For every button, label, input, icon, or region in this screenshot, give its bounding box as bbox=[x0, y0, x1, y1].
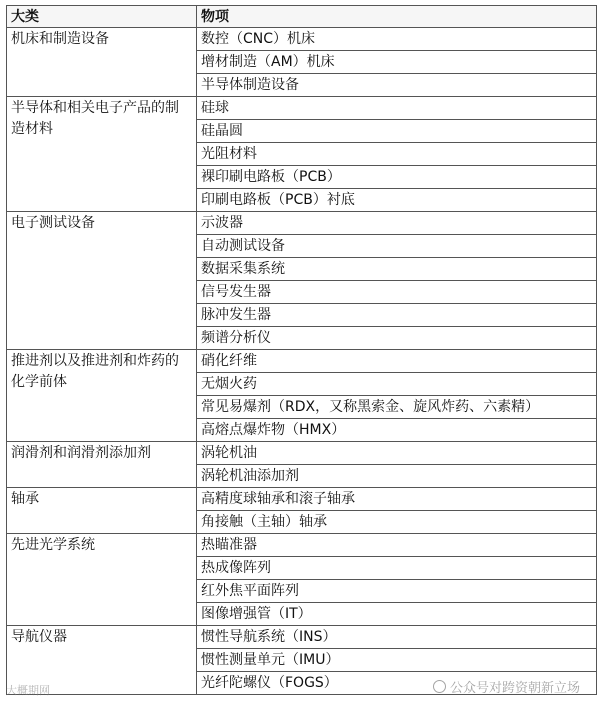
item-cell: 光纤陀螺仪（FOGS） bbox=[197, 672, 597, 695]
item-cell: 角接触（主轴）轴承 bbox=[197, 511, 597, 534]
item-cell: 信号发生器 bbox=[197, 281, 597, 304]
table-row bbox=[7, 442, 597, 465]
category-cell: 润滑剂和润滑剂添加剂 bbox=[7, 442, 197, 488]
item-cell: 高精度球轴承和滚子轴承 bbox=[197, 488, 597, 511]
wechat-icon bbox=[433, 680, 446, 693]
header-item: 物项 bbox=[197, 6, 597, 28]
table-row bbox=[7, 534, 597, 557]
item-cell: 涡轮机油 bbox=[197, 442, 597, 465]
header-category: 大类 bbox=[7, 6, 197, 28]
item-cell: 高熔点爆炸物（HMX） bbox=[197, 419, 597, 442]
item-cell: 示波器 bbox=[197, 212, 597, 235]
category-cell: 先进光学系统 bbox=[7, 534, 197, 626]
item-cell: 频谱分析仪 bbox=[197, 327, 597, 350]
watermark-left-text: 大概期网 bbox=[6, 684, 50, 697]
item-cell: 热成像阵列 bbox=[197, 557, 597, 580]
item-cell: 红外焦平面阵列 bbox=[197, 580, 597, 603]
item-cell: 惯性导航系统（INS） bbox=[197, 626, 597, 649]
table-row bbox=[7, 488, 597, 511]
category-cell: 导航仪器 bbox=[7, 626, 197, 695]
table-row bbox=[7, 28, 597, 51]
item-cell: 无烟火药 bbox=[197, 373, 597, 396]
category-cell: 推进剂以及推进剂和炸药的化学前体 bbox=[7, 350, 197, 442]
item-cell: 涡轮机油添加剂 bbox=[197, 465, 597, 488]
item-cell: 自动测试设备 bbox=[197, 235, 597, 258]
table-row bbox=[7, 212, 597, 235]
item-cell: 惯性测量单元（IMU） bbox=[197, 649, 597, 672]
category-cell: 轴承 bbox=[7, 488, 197, 534]
item-cell: 图像增强管（IT） bbox=[197, 603, 597, 626]
item-cell: 常见易爆剂（RDX，又称黑索金、旋风炸药、六素精） bbox=[197, 396, 597, 419]
watermark bbox=[433, 677, 580, 696]
item-cell: 光阻材料 bbox=[197, 143, 597, 166]
item-cell: 半导体制造设备 bbox=[197, 74, 597, 97]
item-cell: 硝化纤维 bbox=[197, 350, 597, 373]
items-table bbox=[6, 5, 597, 695]
table-row bbox=[7, 97, 597, 120]
header-row bbox=[7, 6, 597, 28]
table-row bbox=[7, 626, 597, 649]
item-cell: 数据采集系统 bbox=[197, 258, 597, 281]
item-cell: 热瞄准器 bbox=[197, 534, 597, 557]
watermark-left bbox=[6, 682, 50, 698]
watermark-text: 公众号对跨资朝新立场 bbox=[449, 681, 580, 696]
item-cell: 印刷电路板（PCB）衬底 bbox=[197, 189, 597, 212]
item-cell: 硅球 bbox=[197, 97, 597, 120]
item-cell: 增材制造（AM）机床 bbox=[197, 51, 597, 74]
item-cell: 硅晶圆 bbox=[197, 120, 597, 143]
table-row bbox=[7, 350, 597, 373]
table-body bbox=[7, 28, 597, 695]
category-cell: 电子测试设备 bbox=[7, 212, 197, 350]
item-cell: 脉冲发生器 bbox=[197, 304, 597, 327]
category-cell: 机床和制造设备 bbox=[7, 28, 197, 97]
category-cell: 半导体和相关电子产品的制造材料 bbox=[7, 97, 197, 212]
item-cell: 数控（CNC）机床 bbox=[197, 28, 597, 51]
item-cell: 裸印刷电路板（PCB） bbox=[197, 166, 597, 189]
